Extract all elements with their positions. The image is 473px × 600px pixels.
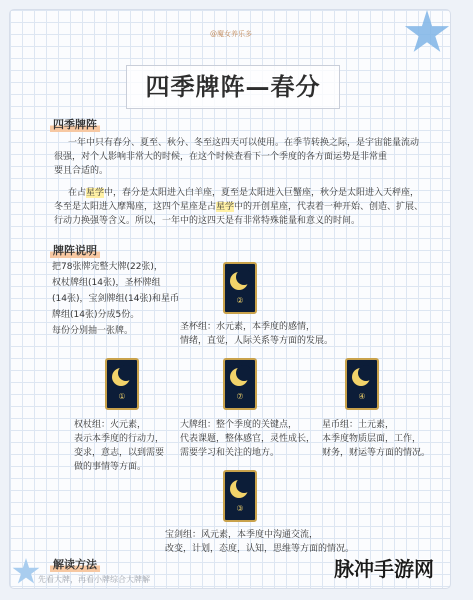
- moon-icon: [230, 272, 248, 290]
- layout-line: 牌组(14张)分成5份。: [52, 310, 140, 320]
- layout-line: 每份分别抽一张牌。: [52, 326, 134, 336]
- tarot-card: [223, 470, 257, 522]
- page-title: 四季牌阵—春分: [145, 72, 321, 101]
- card-number: ④: [358, 392, 366, 401]
- card-number: ①: [118, 392, 126, 401]
- card-desc-line: 做的事情等方面。: [74, 462, 147, 472]
- card-desc-line: 代表课题，整体感官，灵性成长，: [180, 434, 316, 444]
- intro-text: 中，春分是太阳进入白羊座，夏至是太阳进入巨蟹座，秋分是太阳进入天秤座，: [104, 188, 420, 198]
- highlight-term: 星学: [86, 188, 105, 198]
- highlight-term: 星学: [216, 202, 235, 212]
- card-desc-line: 情绪，直觉，人际关系等方面的发展。: [180, 336, 334, 346]
- card-desc-line: 财务，财运等方面的情况。: [322, 448, 431, 458]
- intro-line-1: 一年中只有春分、夏至、秋分、冬至这四天可以使用。在季节转换之际，是宇宙能量流动: [68, 138, 420, 148]
- card-desc-line: 表示本季度的行动力，: [74, 434, 165, 444]
- star-icon: [404, 10, 450, 56]
- section-heading-reading: 解读方法: [50, 558, 100, 572]
- reading-hint: 先看大牌，再看小牌综合大牌解: [38, 575, 150, 584]
- card-number: ③: [236, 504, 244, 513]
- tarot-card: [223, 262, 257, 314]
- section-heading-layout: 牌阵说明: [50, 244, 100, 258]
- star-icon: [12, 558, 40, 586]
- moon-icon: [230, 368, 248, 386]
- tarot-card: [345, 358, 379, 410]
- intro-line-2: 很强，对个人影响非常大的时候，在这个时候查看下一个季度的各方面运势是非常重: [54, 152, 388, 162]
- card-desc-line: 改变，计划，态度，认知，思维等方面的情况。: [165, 544, 355, 554]
- card-number: ⑦: [236, 392, 244, 401]
- intro-text: 在占: [68, 188, 87, 198]
- layout-line: (14张)，宝剑牌组(14张)和星币: [52, 294, 179, 304]
- card-desc-line: 大牌组：整个季度的关键点，: [180, 420, 298, 430]
- card-desc-line: 圣杯组：水元素，本季度的感情，: [180, 322, 316, 332]
- intro-line-3: 要且合适的。: [54, 166, 109, 176]
- moon-icon: [352, 368, 370, 386]
- tarot-card: [105, 358, 139, 410]
- card-number: ②: [236, 296, 244, 305]
- card-desc-line: 宝剑组：风元素，本季度中沟通交流，: [165, 530, 319, 540]
- card-desc-line: 本季度物质层面，工作，: [322, 434, 422, 444]
- intro-text: 中的开创星座，代表着一种开始、创造、扩展、: [234, 202, 424, 212]
- watermark: 脉冲手游网: [334, 557, 434, 581]
- section-heading-intro: 四季牌阵: [50, 118, 100, 132]
- intro-line-6: 行动力换强等含义。所以，一年中的这四天是有非常特殊能量和意义的时间。: [54, 216, 361, 226]
- card-desc-line: 需要学习和关注的地方。: [180, 448, 280, 458]
- layout-line: 把78张牌完整大牌(22张)，: [52, 262, 163, 272]
- moon-icon: [112, 368, 130, 386]
- intro-line-5: [54, 200, 448, 214]
- card-desc-line: 星币组：土元素，: [322, 420, 395, 430]
- card-desc-line: 权杖组：火元素，: [74, 420, 147, 430]
- intro-text: 冬至是太阳进入摩羯座，这四个星座是占: [54, 202, 217, 212]
- tarot-card: [223, 358, 257, 410]
- title-box: [126, 65, 340, 109]
- layout-line: 权杖牌组(14张)，圣杯牌组: [52, 278, 161, 288]
- author-tag: @魔女养乐多: [210, 30, 252, 38]
- intro-line-4: [68, 186, 448, 200]
- document-page: [10, 10, 450, 588]
- card-desc-line: 变求，意志，以到需要: [74, 448, 165, 458]
- moon-icon: [230, 480, 248, 498]
